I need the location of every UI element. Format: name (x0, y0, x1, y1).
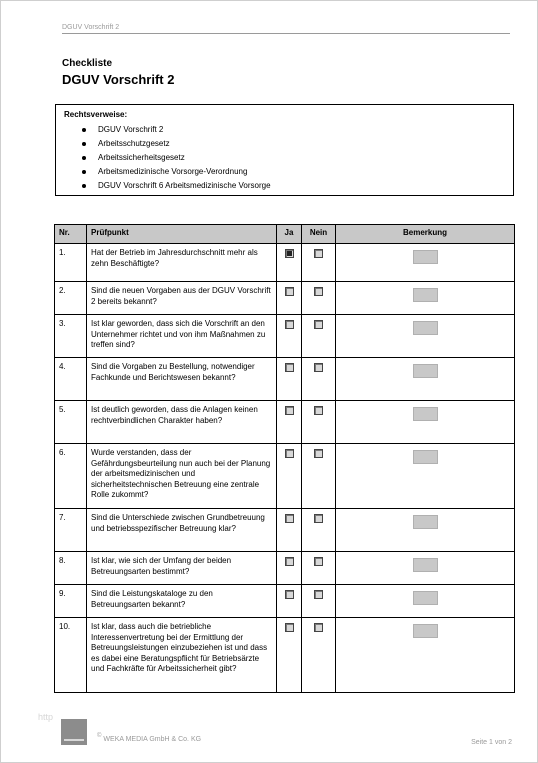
row-text: Wurde verstanden, dass der Gefährdungsbeurteilung nun auch bei der Planung der arbeitsmedizinischen und sicherheitstechnischen Betreuung eine zentrale Rolle zukommt? (87, 444, 277, 509)
ja-checkbox[interactable] (285, 514, 294, 523)
ja-checkbox[interactable] (285, 449, 294, 458)
row-text: Sind die neuen Vorgaben aus der DGUV Vorschrift 2 bereits bekannt? (87, 282, 277, 315)
row-text: Ist deutlich geworden, dass die Anlagen keinen rechtverbindlichen Charakter haben? (87, 401, 277, 444)
column-header-bemerkung: Bemerkung (336, 225, 515, 244)
row-text: Ist klar geworden, dass sich die Vorschrift an den Unternehmer richtet und von ihm Maßnahmen zu treffen sind? (87, 315, 277, 358)
remark-cell (336, 358, 515, 401)
page-number: Seite 1 von 2 (471, 739, 512, 746)
document-kicker: Checkliste (62, 58, 113, 69)
remark-input[interactable] (413, 624, 438, 638)
ja-cell (277, 315, 302, 358)
ja-cell (277, 552, 302, 585)
remark-cell (336, 282, 515, 315)
footer-url-fragment: http (38, 712, 54, 722)
ja-cell (277, 244, 302, 282)
remark-cell (336, 444, 515, 509)
ja-checkbox[interactable] (285, 406, 294, 415)
row-number: 6. (55, 444, 87, 509)
row-number: 4. (55, 358, 87, 401)
column-header-nein: Nein (302, 225, 336, 244)
reference-item: DGUV Vorschrift 2 (82, 123, 505, 137)
table-row (55, 358, 515, 401)
row-number: 9. (55, 585, 87, 618)
ja-cell (277, 282, 302, 315)
row-text: Sind die Leistungskataloge zu den Betreuungsarten bekannt? (87, 585, 277, 618)
ja-cell (277, 444, 302, 509)
nein-checkbox[interactable] (314, 449, 323, 458)
remark-input[interactable] (413, 250, 438, 264)
nein-checkbox[interactable] (314, 590, 323, 599)
checklist-table (54, 224, 515, 693)
table-row (55, 444, 515, 509)
nein-cell (302, 444, 336, 509)
column-header-ja: Ja (277, 225, 302, 244)
row-text: Ist klar, wie sich der Umfang der beiden Betreuungsarten bestimmt? (87, 552, 277, 585)
row-number: 3. (55, 315, 87, 358)
nein-cell (302, 585, 336, 618)
legal-references-box (55, 104, 514, 196)
weka-logo-icon (61, 719, 87, 745)
remark-cell (336, 244, 515, 282)
reference-item: Arbeitssicherheitsgesetz (82, 151, 505, 165)
row-number: 5. (55, 401, 87, 444)
nein-cell (302, 282, 336, 315)
nein-checkbox[interactable] (314, 249, 323, 258)
nein-checkbox[interactable] (314, 287, 323, 296)
legal-references-heading: Rechtsverweise: (64, 110, 128, 119)
nein-checkbox[interactable] (314, 363, 323, 372)
reference-item: Arbeitsmedizinische Vorsorge-Verordnung (82, 165, 505, 179)
table-row (55, 585, 515, 618)
table-row (55, 552, 515, 585)
ja-cell (277, 618, 302, 693)
ja-cell (277, 358, 302, 401)
ja-checkbox[interactable] (285, 557, 294, 566)
remark-cell (336, 509, 515, 552)
row-number: 8. (55, 552, 87, 585)
row-number: 2. (55, 282, 87, 315)
running-header: DGUV Vorschrift 2 (62, 24, 510, 34)
table-row (55, 244, 515, 282)
ja-checkbox[interactable] (285, 590, 294, 599)
remark-cell (336, 315, 515, 358)
remark-cell (336, 401, 515, 444)
table-header-row (55, 225, 515, 244)
table-row (55, 315, 515, 358)
table-row (55, 618, 515, 693)
remark-input[interactable] (413, 591, 438, 605)
nein-cell (302, 552, 336, 585)
ja-checkbox[interactable] (285, 623, 294, 632)
table-row (55, 401, 515, 444)
remark-cell (336, 585, 515, 618)
copyright-text: WEKA MEDIA GmbH & Co. KG (103, 736, 202, 743)
nein-cell (302, 509, 336, 552)
ja-cell (277, 585, 302, 618)
nein-checkbox[interactable] (314, 557, 323, 566)
remark-input[interactable] (413, 321, 438, 335)
document-title: DGUV Vorschrift 2 (62, 72, 175, 87)
remark-input[interactable] (413, 364, 438, 378)
column-header-pruefpunkt: Prüfpunkt (87, 225, 277, 244)
ja-checkbox[interactable] (285, 363, 294, 372)
remark-input[interactable] (413, 407, 438, 421)
reference-item: DGUV Vorschrift 6 Arbeitsmedizinische Vorsorge (82, 179, 505, 193)
footer-copyright (97, 733, 202, 743)
nein-checkbox[interactable] (314, 320, 323, 329)
remark-cell (336, 618, 515, 693)
row-number: 1. (55, 244, 87, 282)
remark-cell (336, 552, 515, 585)
row-text: Ist klar, dass auch die betriebliche Interessenvertretung bei der Ermittlung der Betreuungsleistungen einzubeziehen ist und dass es dabei eine Beratungspflicht für Betriebsärzte und Fachkräfte für Arbeitssicherheit gibt? (87, 618, 277, 693)
ja-checkbox[interactable] (285, 249, 294, 258)
nein-cell (302, 401, 336, 444)
ja-checkbox[interactable] (285, 287, 294, 296)
table-row (55, 509, 515, 552)
legal-references-list (64, 123, 505, 193)
remark-input[interactable] (413, 288, 438, 302)
row-text: Hat der Betrieb im Jahresdurchschnitt mehr als zehn Beschäftigte? (87, 244, 277, 282)
remark-input[interactable] (413, 450, 438, 464)
reference-item: Arbeitsschutzgesetz (82, 137, 505, 151)
row-text: Sind die Unterschiede zwischen Grundbetreuung und betriebsspezifischer Betreuung klar? (87, 509, 277, 552)
ja-checkbox[interactable] (285, 320, 294, 329)
ja-cell (277, 401, 302, 444)
nein-checkbox[interactable] (314, 623, 323, 632)
row-number: 7. (55, 509, 87, 552)
table-row (55, 282, 515, 315)
row-text: Sind die Vorgaben zu Bestellung, notwendiger Fachkunde und Berichtswesen bekannt? (87, 358, 277, 401)
nein-checkbox[interactable] (314, 406, 323, 415)
remark-input[interactable] (413, 558, 438, 572)
nein-cell (302, 358, 336, 401)
nein-cell (302, 315, 336, 358)
remark-input[interactable] (413, 515, 438, 529)
nein-cell (302, 244, 336, 282)
ja-cell (277, 509, 302, 552)
copyright-symbol: © (97, 733, 102, 739)
nein-checkbox[interactable] (314, 514, 323, 523)
nein-cell (302, 618, 336, 693)
row-number: 10. (55, 618, 87, 693)
column-header-nr: Nr. (55, 225, 87, 244)
